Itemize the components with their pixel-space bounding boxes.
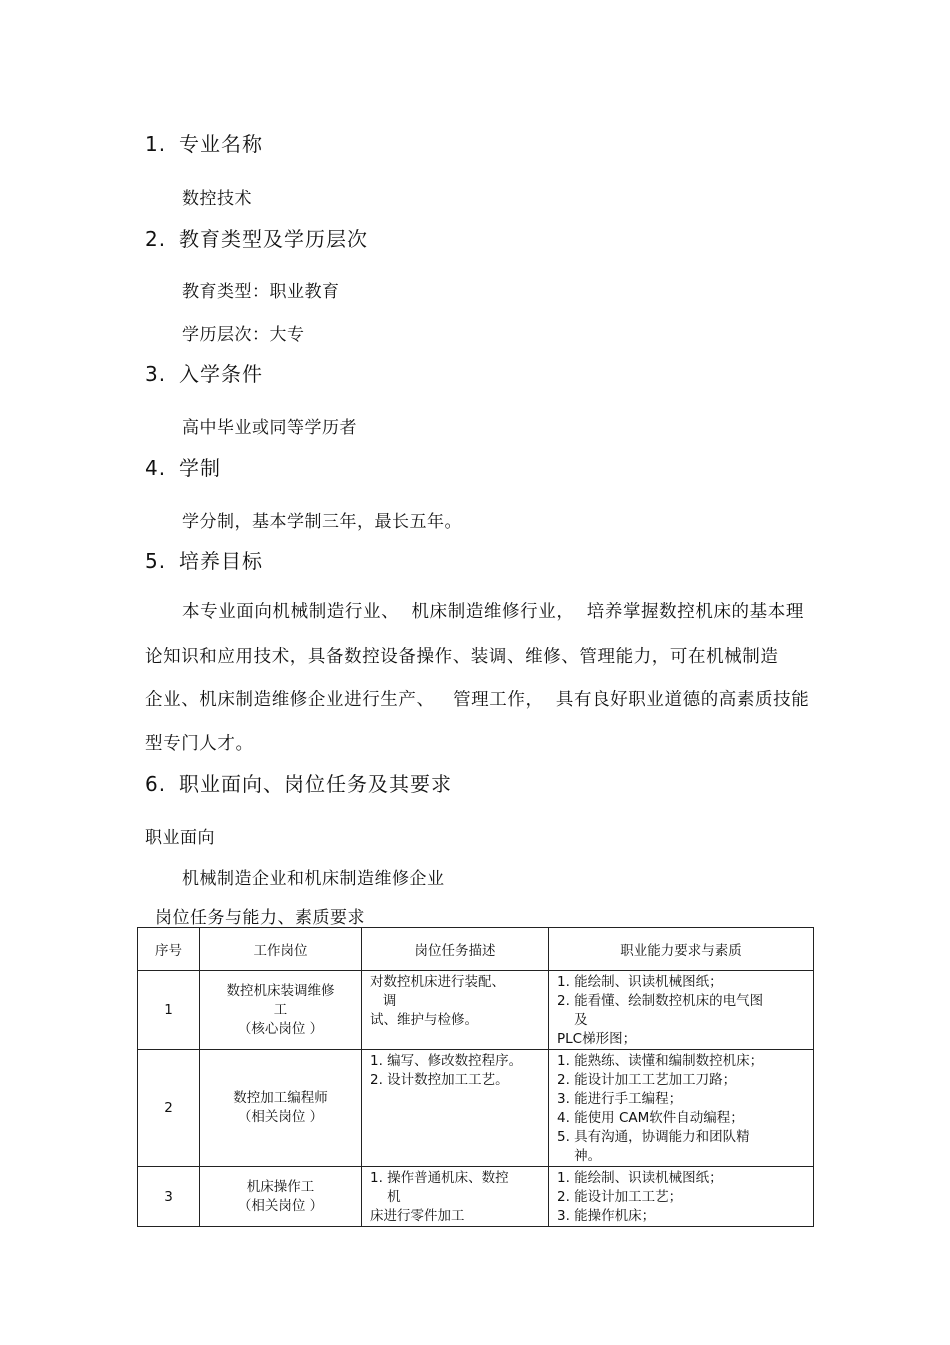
task-line: 对数控机床进行装配、 — [370, 974, 505, 990]
section-6-heading — [145, 768, 452, 797]
section-4-heading — [145, 452, 221, 481]
job-role-line: 工 — [273, 1001, 288, 1018]
table-caption: 岗位任务与能力、素质要求 — [155, 908, 365, 928]
section-4-number: 4. — [145, 456, 167, 480]
ability-line: 3. 能操作机床； — [557, 1208, 656, 1224]
header-tasks: 岗位任务描述 — [362, 928, 549, 971]
section-1-number: 1. — [145, 132, 167, 156]
ability-requirements — [549, 971, 814, 1050]
section-3-number: 3. — [145, 362, 167, 386]
section-2-heading — [145, 223, 368, 252]
ability-line: 及 — [557, 1012, 588, 1028]
task-line: 床进行零件加工 — [370, 1208, 465, 1224]
ability-line: 2. 能设计加工工艺； — [557, 1189, 683, 1205]
objective-line-2: 论知识和应用技术，具备数控设备操作、装调、维修、管理能力，可在机械制造 — [145, 647, 779, 667]
header-no: 序号 — [138, 928, 200, 971]
objective-line-1: 本专业面向机械制造行业、 机床制造维修行业， 培养掌握数控机床的基本理 — [182, 602, 804, 622]
section-2-number: 2. — [145, 227, 167, 251]
ability-line: PLC梯形图； — [557, 1031, 637, 1047]
education-level: 学历层次：大专 — [182, 325, 305, 345]
ability-line: 4. 能使用 CAM软件自动编程； — [557, 1110, 744, 1126]
task-description — [362, 1167, 549, 1227]
row-number: 1 — [138, 971, 200, 1050]
section-1-heading — [145, 128, 263, 157]
objective-line-4: 型专门人才。 — [145, 734, 254, 754]
education-type: 教育类型：职业教育 — [182, 282, 340, 302]
ability-line: 5. 具有沟通，协调能力和团队精 — [557, 1129, 750, 1145]
career-subheading: 职业面向 — [145, 828, 215, 848]
header-abilities: 职业能力要求与素质 — [549, 928, 814, 971]
task-description — [362, 1050, 549, 1167]
ability-line: 1. 能绘制、识读机械图纸； — [557, 974, 723, 990]
section-5-heading — [145, 545, 263, 574]
table-row — [138, 1050, 814, 1167]
section-5-number: 5. — [145, 549, 167, 573]
ability-line: 3. 能进行手工编程； — [557, 1091, 683, 1107]
task-line: 1. 操作普通机床、数控 — [370, 1170, 509, 1186]
task-description — [362, 971, 549, 1050]
section-6-title: 职业面向、岗位任务及其要求 — [179, 772, 452, 796]
ability-line: 2. 能看懂、绘制数控机床的电气图 — [557, 993, 764, 1009]
job-role-tag: （相关岗位 ） — [237, 1197, 324, 1214]
section-2-title: 教育类型及学历层次 — [179, 227, 368, 251]
job-role — [200, 971, 362, 1050]
major-name: 数控技术 — [182, 189, 252, 209]
job-requirements-table — [137, 927, 814, 1227]
job-role-tag: （核心岗位 ） — [237, 1020, 324, 1037]
section-6-number: 6. — [145, 772, 167, 796]
career-text: 机械制造企业和机床制造维修企业 — [182, 869, 445, 889]
section-3-title: 入学条件 — [179, 362, 263, 386]
study-duration: 学分制，基本学制三年，最长五年。 — [182, 512, 462, 532]
job-role — [200, 1167, 362, 1227]
header-role: 工作岗位 — [200, 928, 362, 971]
ability-requirements — [549, 1050, 814, 1167]
table-row — [138, 971, 814, 1050]
job-role — [200, 1050, 362, 1167]
task-line: 试、维护与检修。 — [370, 1012, 478, 1028]
job-role-line: 数控加工编程师 — [233, 1090, 328, 1106]
ability-line: 神。 — [557, 1148, 602, 1164]
ability-line: 2. 能设计加工工艺加工刀路； — [557, 1072, 737, 1088]
section-1-title: 专业名称 — [179, 132, 263, 156]
task-line: 1. 编写、修改数控程序。 — [370, 1053, 523, 1069]
task-line: 机 — [370, 1189, 401, 1205]
section-3-heading — [145, 358, 263, 387]
section-4-title: 学制 — [179, 456, 221, 480]
task-line: 2. 设计数控加工工艺。 — [370, 1072, 509, 1088]
row-number: 3 — [138, 1167, 200, 1227]
ability-line: 1. 能熟练、读懂和编制数控机床； — [557, 1053, 764, 1069]
task-line: 调 — [370, 993, 397, 1009]
section-5-title: 培养目标 — [179, 549, 263, 573]
ability-requirements — [549, 1167, 814, 1227]
ability-line: 1. 能绘制、识读机械图纸； — [557, 1170, 723, 1186]
job-role-line: 数控机床装调维修 — [226, 982, 335, 999]
row-number: 2 — [138, 1050, 200, 1167]
job-role-line: 机床操作工 — [246, 1178, 315, 1195]
table-header-row — [138, 928, 814, 971]
job-role-tag: （相关岗位 ） — [237, 1109, 324, 1125]
table-row — [138, 1167, 814, 1227]
admission-requirement: 高中毕业或同等学历者 — [182, 418, 357, 438]
objective-line-3: 企业、机床制造维修企业进行生产、 管理工作， 具有良好职业道德的高素质技能 — [145, 690, 810, 710]
